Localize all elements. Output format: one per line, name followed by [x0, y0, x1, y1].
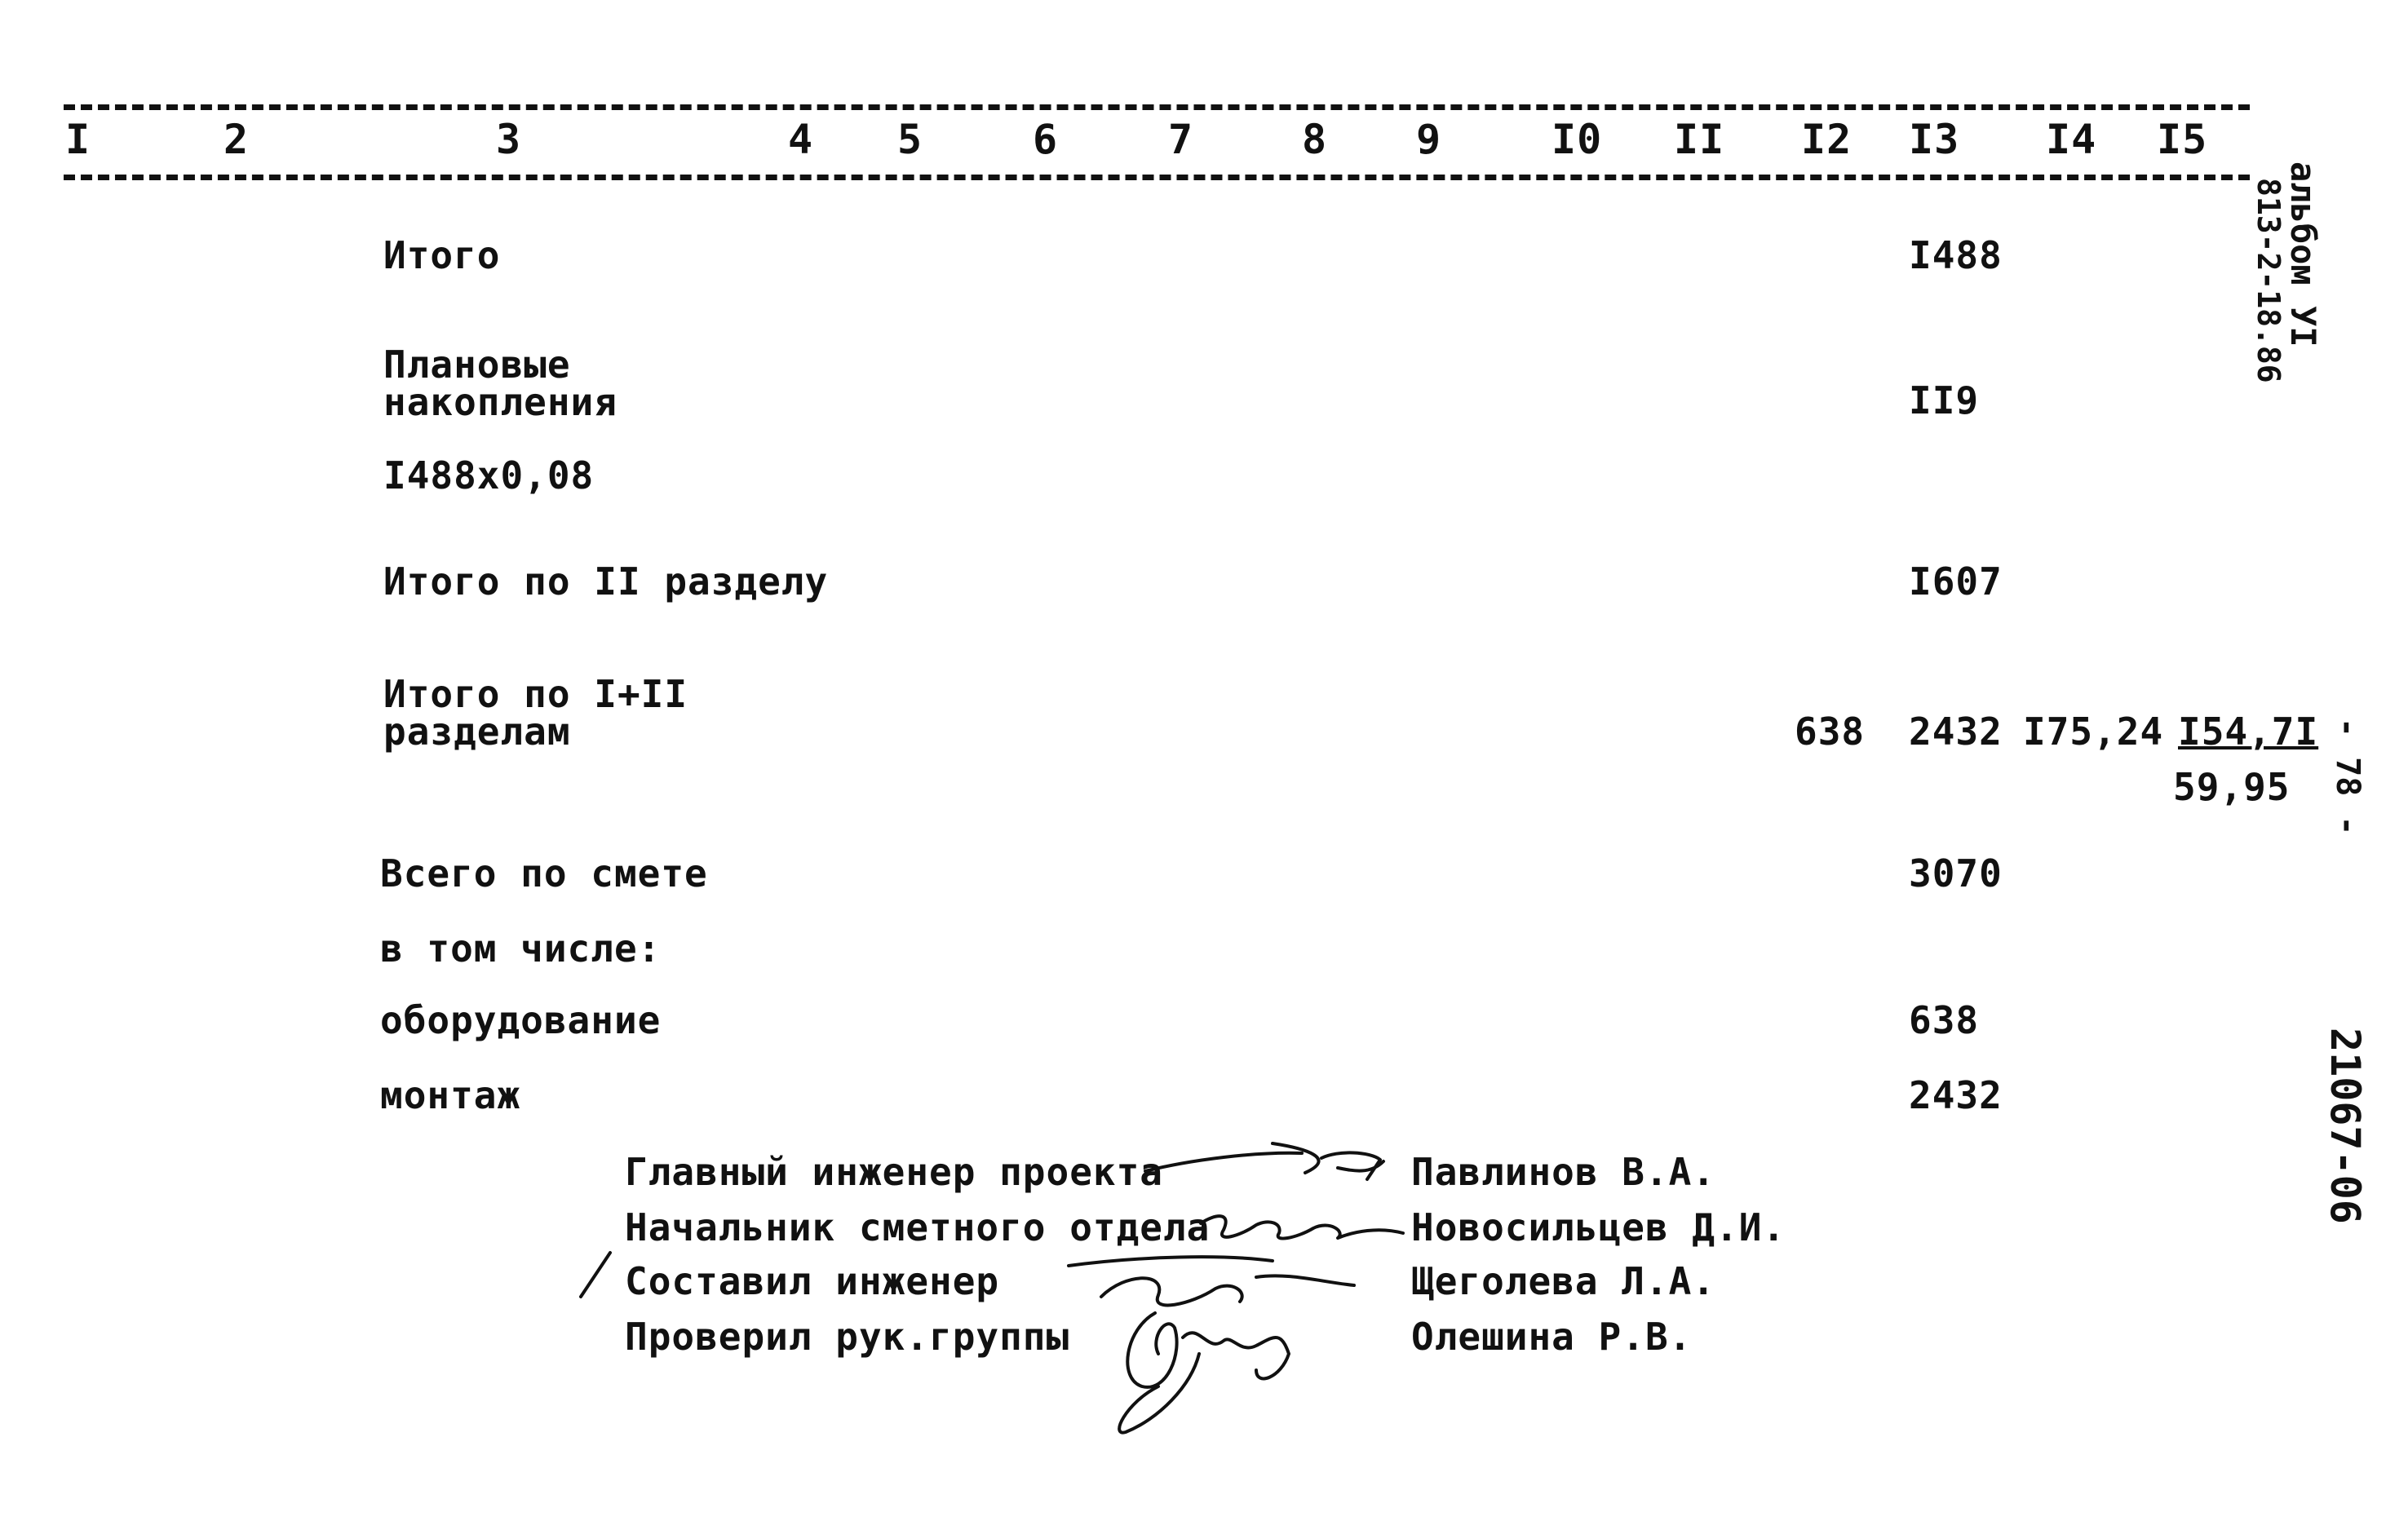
row-section12-label-line1: Итого по I+II [383, 672, 688, 716]
row-equipment-label: оборудование [380, 998, 662, 1042]
column-header-13: I3 [1909, 116, 1960, 163]
slash-mark [581, 1253, 610, 1297]
row-plan-label-line1: Плановые [383, 343, 571, 387]
document-code: 21067-06 [2322, 1028, 2369, 1224]
album-label: альбом УI [2283, 161, 2323, 347]
row-section12-col13: 2432 [1909, 710, 2003, 754]
column-header-1: I [65, 116, 91, 163]
page-number: - 78 - [2329, 718, 2366, 836]
row-plan-formula: I488x0,08 [383, 453, 595, 497]
signature-compiler [1069, 1257, 1354, 1305]
signature-chief-engineer [1145, 1143, 1383, 1179]
signature-reviewer [1119, 1313, 1289, 1433]
signature-department-head [1201, 1216, 1403, 1238]
signature-name-compiler: Щеголева Л.А. [1411, 1259, 1716, 1303]
column-header-6: 6 [1033, 116, 1059, 163]
column-header-15: I5 [2157, 116, 2208, 163]
row-section2-value: I607 [1909, 559, 2003, 604]
album-code: 813-2-18.86 [2251, 178, 2286, 383]
column-header-8: 8 [1302, 116, 1328, 163]
signature-role-compiler: Составил инженер [625, 1259, 1000, 1303]
column-header-3: 3 [496, 116, 522, 163]
row-plan-value: II9 [1909, 378, 1980, 422]
row-itogo-value: I488 [1909, 233, 2003, 277]
signature-name-chief-engineer: Павлинов В.А. [1411, 1150, 1716, 1194]
signature-role-chief-engineer: Главный инженер проекта [625, 1150, 1163, 1194]
row-section12-col12: 638 [1795, 710, 1866, 754]
row-including-label: в том числе: [380, 926, 662, 971]
signature-role-department-head: Начальник сметного отдела [625, 1205, 1211, 1249]
column-header-7: 7 [1168, 116, 1194, 163]
row-section12-label-line2: разделам [383, 710, 571, 754]
signature-role-reviewer: Проверил рук.группы [625, 1315, 1070, 1359]
column-header-5: 5 [897, 116, 923, 163]
row-mounting-label: монтаж [380, 1073, 521, 1117]
signature-name-department-head: Новосильцев Д.И. [1411, 1205, 1786, 1249]
row-total-label: Всего по смете [380, 851, 708, 895]
row-equipment-value: 638 [1909, 998, 1980, 1042]
row-section2-label: Итого по II разделу [383, 559, 829, 604]
row-total-value: 3070 [1909, 851, 2003, 895]
row-section12-col14: I75,24 [2023, 710, 2164, 754]
column-header-14: I4 [2046, 116, 2097, 163]
row-section12-col15-bottom: 59,95 [2173, 765, 2291, 809]
column-header-4: 4 [788, 116, 814, 163]
row-itogo-label: Итого [383, 233, 501, 277]
row-section12-col15-top: I54,7I [2178, 710, 2319, 754]
row-plan-label-line2: накопления [383, 380, 617, 424]
row-mounting-value: 2432 [1909, 1073, 2003, 1117]
column-header-9: 9 [1416, 116, 1442, 163]
column-header-11: II [1674, 116, 1725, 163]
column-header-12: I2 [1801, 116, 1852, 163]
column-header-2: 2 [224, 116, 250, 163]
column-header-10: I0 [1551, 116, 1603, 163]
signature-name-reviewer: Олешина Р.В. [1411, 1315, 1693, 1359]
